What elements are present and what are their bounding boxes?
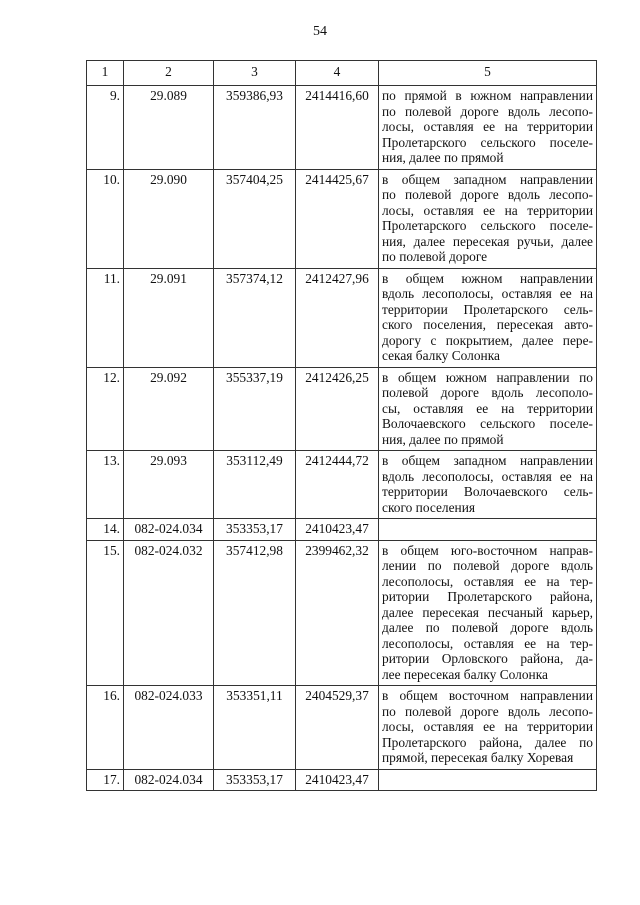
- description-line: далее по полевой дороге вдоль: [382, 620, 593, 635]
- point-code: 082-024.032: [124, 540, 214, 686]
- description-line: в общем восточном направлении: [382, 688, 593, 703]
- coordinate-x: 353351,11: [214, 686, 296, 770]
- point-code: 082-024.033: [124, 686, 214, 770]
- point-code: 29.093: [124, 451, 214, 519]
- description-line: дорогу с покрытием, далее пере-: [382, 332, 593, 348]
- row-number: 13.: [87, 451, 124, 519]
- description-line: лосы, оставляя ее на территории: [382, 719, 593, 734]
- description-line: ского поселения, пересекая авто-: [382, 317, 593, 332]
- table-row: [87, 686, 597, 770]
- description-line: по полевой дороге вдоль лесопо-: [382, 187, 593, 202]
- table-row: [87, 169, 597, 268]
- coordinate-y: 2412427,96: [296, 268, 379, 367]
- description-line: секая балку Солонка: [382, 348, 500, 363]
- description-line: прямой, пересекая балку Хоревая: [382, 750, 574, 765]
- row-number: 12.: [87, 367, 124, 451]
- column-header-1: 1: [87, 61, 124, 86]
- description-line: в общем южном направлении: [382, 270, 593, 286]
- description-line: ского поселения: [382, 499, 476, 515]
- description-line: Пролетарского сельского поселе-: [382, 134, 593, 150]
- table-header-row: [87, 61, 597, 86]
- description-line: Волочаевского сельского поселе-: [382, 416, 593, 431]
- description-line: ния, далее пересекая ручьи, далее: [382, 233, 593, 249]
- description-line: в общем западном направлении: [382, 171, 593, 187]
- coordinate-y: 2410423,47: [296, 519, 379, 541]
- boundary-description: [379, 769, 597, 791]
- row-number: 11.: [87, 268, 124, 367]
- coordinate-x: 355337,19: [214, 367, 296, 451]
- description-line: далее пересекая песчаный карьер,: [382, 604, 593, 620]
- description-line: лесополосы, оставляя ее на тер-: [382, 573, 593, 589]
- boundary-description: [379, 686, 597, 770]
- row-number: 15.: [87, 540, 124, 686]
- coordinate-x: 357404,25: [214, 169, 296, 268]
- coordinate-x: 359386,93: [214, 86, 296, 170]
- coordinate-x: 357374,12: [214, 268, 296, 367]
- description-line: лее пересекая балку Солонка: [382, 666, 548, 682]
- table-row: [87, 519, 597, 541]
- description-line: лосы, оставляя ее на территории: [382, 202, 593, 218]
- page-number: 54: [313, 24, 327, 39]
- description-line: в общем юго-восточном направ-: [382, 542, 593, 558]
- column-header-2: 2: [124, 61, 214, 86]
- description-line: по полевой дороге: [382, 249, 488, 264]
- description-line: по прямой в южном направлении: [382, 88, 593, 103]
- row-number: 14.: [87, 519, 124, 541]
- boundary-description: [379, 451, 597, 519]
- point-code: 082-024.034: [124, 769, 214, 791]
- description-line: Пролетарского района, далее по: [382, 734, 593, 750]
- description-line: ния, далее по прямой: [382, 431, 504, 447]
- coordinate-y: 2410423,47: [296, 769, 379, 791]
- description-line: полевой дороге вдоль лесополо-: [382, 385, 593, 400]
- table-row: [87, 451, 597, 519]
- coordinate-y: 2404529,37: [296, 686, 379, 770]
- description-line: по полевой дороге вдоль лесопо-: [382, 703, 593, 719]
- column-header-3: 3: [214, 61, 296, 86]
- description-line: территории Пролетарского сель-: [382, 301, 593, 317]
- table-row: [87, 268, 597, 367]
- coordinate-x: 353112,49: [214, 451, 296, 519]
- coordinate-y: 2399462,32: [296, 540, 379, 686]
- boundary-description: [379, 86, 597, 170]
- boundary-points-table: [86, 60, 597, 791]
- point-code: 29.092: [124, 367, 214, 451]
- description-line: лесополосы, оставляя ее на тер-: [382, 635, 593, 651]
- boundary-description: [379, 367, 597, 451]
- boundary-description: [379, 519, 597, 541]
- description-line: в общем южном направлении по: [382, 369, 593, 385]
- description-line: сы, оставляя ее на территории: [382, 400, 593, 416]
- coordinate-y: 2414416,60: [296, 86, 379, 170]
- description-line: вдоль лесополосы, оставляя ее на: [382, 286, 593, 301]
- boundary-description: [379, 540, 597, 686]
- coordinate-y: 2414425,67: [296, 169, 379, 268]
- point-code: 29.090: [124, 169, 214, 268]
- description-line: лении по полевой дороге вдоль: [382, 558, 593, 573]
- description-line: Пролетарского сельского поселе-: [382, 218, 593, 233]
- boundary-description: [379, 268, 597, 367]
- row-number: 16.: [87, 686, 124, 770]
- column-header-4: 4: [296, 61, 379, 86]
- description-line: в общем западном направлении: [382, 453, 593, 468]
- description-line: ритории Орловского района, да-: [382, 651, 593, 666]
- description-line: лосы, оставляя ее на территории: [382, 119, 593, 134]
- point-code: 29.091: [124, 268, 214, 367]
- table-row: [87, 540, 597, 686]
- point-code: 082-024.034: [124, 519, 214, 541]
- column-header-5: 5: [379, 61, 597, 86]
- point-code: 29.089: [124, 86, 214, 170]
- coordinate-x: 353353,17: [214, 519, 296, 541]
- row-number: 10.: [87, 169, 124, 268]
- description-line: ния, далее по прямой: [382, 150, 504, 165]
- description-line: по полевой дороге вдоль лесопо-: [382, 103, 593, 119]
- description-line: ритории Пролетарского района,: [382, 589, 593, 604]
- table-row: [87, 769, 597, 791]
- row-number: 9.: [87, 86, 124, 170]
- coordinate-x: 357412,98: [214, 540, 296, 686]
- coordinate-x: 353353,17: [214, 769, 296, 791]
- description-line: вдоль лесополосы, оставляя ее на: [382, 468, 593, 484]
- coordinate-y: 2412444,72: [296, 451, 379, 519]
- table-row: [87, 367, 597, 451]
- coordinate-y: 2412426,25: [296, 367, 379, 451]
- row-number: 17.: [87, 769, 124, 791]
- description-line: территории Волочаевского сель-: [382, 484, 593, 499]
- boundary-description: [379, 169, 597, 268]
- table-row: [87, 86, 597, 170]
